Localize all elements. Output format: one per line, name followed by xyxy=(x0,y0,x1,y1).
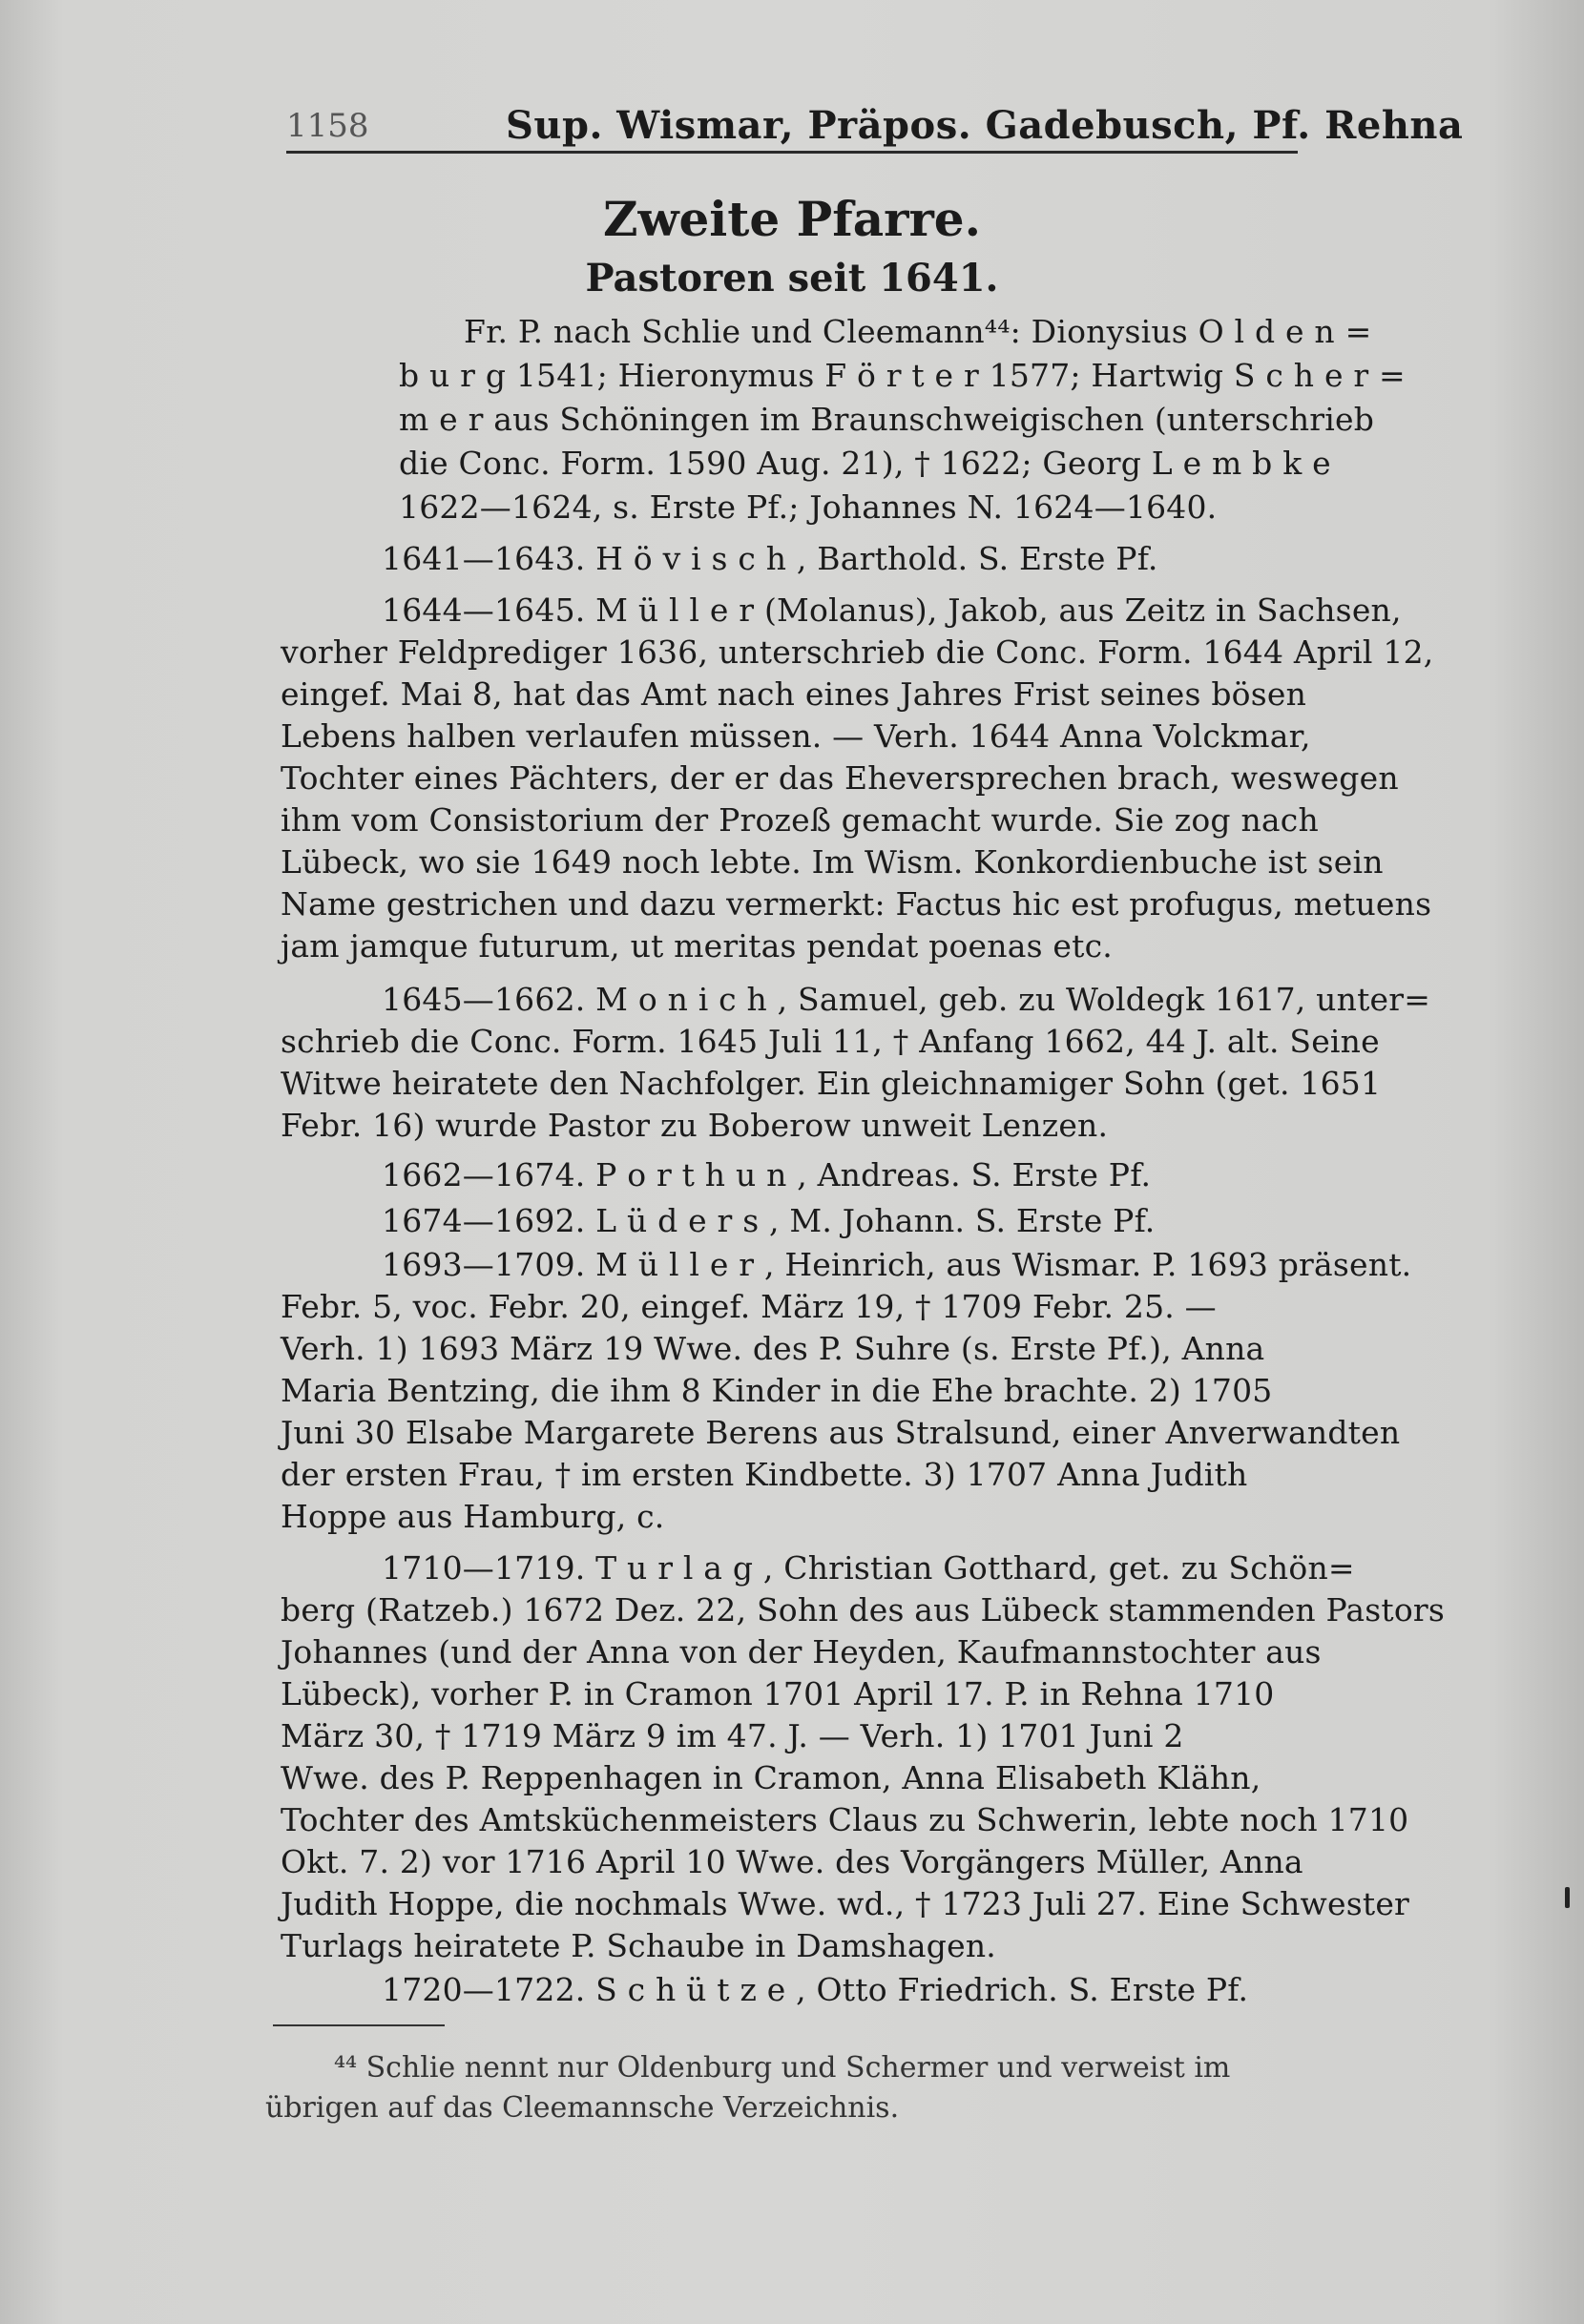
text-line: Name gestrichen und dazu vermerkt: Factus hic est profugus, metuens xyxy=(281,885,1432,923)
section-title: Zweite Pfarre. xyxy=(602,191,982,247)
text-line: 1662—1674. P o r t h u n , Andreas. S. Erste Pf. xyxy=(382,1156,1152,1193)
text-line: Febr. 16) wurde Pastor zu Boberow unweit Lenzen. xyxy=(281,1107,1109,1144)
text-line: 1710—1719. T u r l a g , Christian Gotthard, get. zu Schön= xyxy=(382,1549,1355,1587)
footnote-line: ⁴⁴ Schlie nennt nur Oldenburg und Schermer und verweist im xyxy=(334,2051,1231,2085)
text-line: Lebens halben verlaufen müssen. — Verh. 1644 Anna Volckmar, xyxy=(281,717,1311,755)
running-head xyxy=(286,103,1464,154)
text-line: Verh. 1) 1693 März 19 Wwe. des P. Suhre (s. Erste Pf.), Anna xyxy=(281,1330,1265,1367)
text-line: Juni 30 Elsabe Margarete Berens aus Stralsund, einer Anverwandten xyxy=(281,1414,1401,1451)
text-line: 1720—1722. S c h ü t z e , Otto Friedrich. S. Erste Pf. xyxy=(382,1971,1249,2008)
page-number: 1158 xyxy=(286,107,369,145)
footnote-rule xyxy=(273,2024,445,2026)
text-line: Tochter des Amtsküchenmeisters Claus zu Schwerin, lebte noch 1710 xyxy=(281,1801,1409,1838)
text-line: berg (Ratzeb.) 1672 Dez. 22, Sohn des aus Lübeck stammenden Pastors xyxy=(281,1591,1446,1629)
text-line: eingef. Mai 8, hat das Amt nach eines Jahres Frist seines bösen xyxy=(281,675,1307,713)
text-line: jam jamque futurum, ut meritas pendat poenas etc. xyxy=(281,927,1113,965)
text-line: die Conc. Form. 1590 Aug. 21), † 1622; Georg L e m b k e xyxy=(399,445,1331,482)
footnote-line: übrigen auf das Cleemannsche Verzeichnis. xyxy=(265,2091,900,2125)
text-line: Turlags heiratete P. Schaube in Damshagen. xyxy=(281,1927,996,1964)
text-line: der ersten Frau, † im ersten Kindbette. 3) 1707 Anna Judith xyxy=(281,1456,1248,1493)
text-line: Lübeck), vorher P. in Cramon 1701 April 17. P. in Rehna 1710 xyxy=(281,1675,1275,1712)
text-line: 1641—1643. H ö v i s c h , Barthold. S. Erste Pf. xyxy=(382,540,1158,577)
text-line: Lübeck, wo sie 1649 noch lebte. Im Wism. Konkordienbuche ist sein xyxy=(281,843,1384,881)
header-title: Sup. Wismar, Präpos. Gadebusch, Pf. Rehna xyxy=(506,103,1464,148)
text-line: Hoppe aus Hamburg, c. xyxy=(281,1498,665,1535)
text-line: März 30, † 1719 März 9 im 47. J. — Verh. 1) 1701 Juni 2 xyxy=(281,1717,1184,1754)
text-line: Fr. P. nach Schlie und Cleemann⁴⁴: Dionysius O l d e n = xyxy=(464,313,1372,350)
text-line: Johannes (und der Anna von der Heyden, Kaufmannstochter aus xyxy=(281,1633,1322,1670)
text-line: 1645—1662. M o n i c h , Samuel, geb. zu Woldegk 1617, unter= xyxy=(382,981,1431,1018)
page-edge-mark xyxy=(1565,1887,1570,1908)
text-line: ihm vom Consistorium der Prozeß gemacht wurde. Sie zog nach xyxy=(281,801,1319,839)
text-line: 1644—1645. M ü l l e r (Molanus), Jakob, aus Zeitz in Sachsen, xyxy=(382,591,1402,629)
text-line: 1674—1692. L ü d e r s , M. Johann. S. Erste Pf. xyxy=(382,1202,1156,1239)
text-line: Tochter eines Pächters, der er das Eheversprechen brach, weswegen xyxy=(281,759,1399,797)
text-line: Wwe. des P. Reppenhagen in Cramon, Anna Elisabeth Klähn, xyxy=(281,1759,1261,1796)
text-line: m e r aus Schöningen im Braunschweigischen (unterschrieb xyxy=(399,401,1375,438)
text-line: Okt. 7. 2) vor 1716 April 10 Wwe. des Vorgängers Müller, Anna xyxy=(281,1843,1303,1880)
section-subtitle: Pastoren seit 1641. xyxy=(585,256,999,301)
text-line: vorher Feldprediger 1636, unterschrieb die Conc. Form. 1644 April 12, xyxy=(281,633,1434,671)
text-line: Febr. 5, voc. Febr. 20, eingef. März 19, † 1709 Febr. 25. — xyxy=(281,1288,1217,1325)
text-line: 1622—1624, s. Erste Pf.; Johannes N. 1624—1640. xyxy=(399,488,1218,526)
text-line: schrieb die Conc. Form. 1645 Juli 11, † Anfang 1662, 44 J. alt. Seine xyxy=(281,1023,1380,1060)
text-line: 1693—1709. M ü l l e r , Heinrich, aus Wismar. P. 1693 präsent. xyxy=(382,1246,1412,1283)
text-line: Maria Bentzing, die ihm 8 Kinder in die Ehe brachte. 2) 1705 xyxy=(281,1372,1273,1409)
text-line: b u r g 1541; Hieronymus F ö r t e r 1577; Hartwig S c h e r = xyxy=(399,357,1406,394)
text-line: Judith Hoppe, die nochmals Wwe. wd., † 1723 Juli 27. Eine Schwester xyxy=(281,1885,1410,1922)
text-line: Witwe heiratete den Nachfolger. Ein gleichnamiger Sohn (get. 1651 xyxy=(281,1065,1382,1102)
